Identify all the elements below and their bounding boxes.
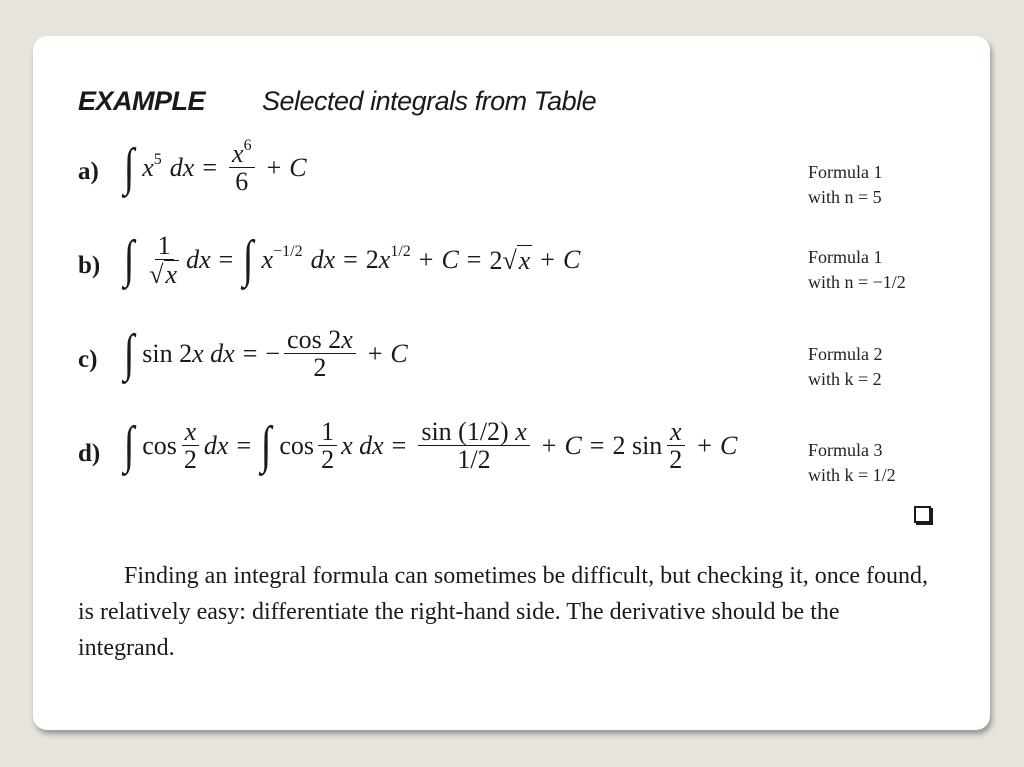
formula-c: ∫ sin 2x dx = − $\frac{\cos 2x}{2}$ + C (123, 324, 408, 383)
row-label-d: d) (78, 440, 101, 467)
row-label-c: c) (78, 346, 98, 373)
note-c-line1: Formula 2 (808, 344, 883, 364)
row-label-a: a) (78, 158, 99, 185)
note-d-line2: with k = 1/2 (808, 465, 896, 485)
example-label: EXAMPLE (78, 86, 206, 116)
formula-note-d (808, 438, 896, 488)
row-label-b: b) (78, 252, 101, 279)
note-d-line1: Formula 3 (808, 440, 883, 460)
note-c-line2: with k = 2 (808, 369, 882, 389)
formula-note-b (808, 245, 906, 295)
example-title: Selected integrals from Table (262, 86, 597, 116)
formula-d: ∫ cos $\frac{x}{2}$ dx = ∫ cos $\frac{1}{2}$ x dx = $\frac{\sin (1/2) x}{1/2}$ + C = 2 sin $\frac{x}{2}$ + C (123, 416, 738, 475)
formula-b: ∫ 1 √ x dx = ∫ $x^{-1/2}$ dx = $2x^{1/2}$ + C = 2√ x + C (123, 231, 581, 290)
formula-a: ∫ $x^5$ dx = $\frac{x^6}{6}$ + C (123, 137, 307, 197)
formula-note-a (808, 160, 883, 210)
note-b-line2: with n = −1/2 (808, 272, 906, 292)
body-paragraph: Finding an integral formula can sometimes be difficult, but checking it, once found, is relatively easy: differentiate the right-hand side. The derivative should be the integrand. (78, 563, 929, 661)
end-of-example-icon (914, 506, 931, 523)
note-a-line2: with n = 5 (808, 187, 882, 207)
formula-note-c (808, 342, 883, 392)
note-b-line1: Formula 1 (808, 247, 883, 267)
note-a-line1: Formula 1 (808, 162, 883, 182)
example-heading (78, 86, 597, 117)
